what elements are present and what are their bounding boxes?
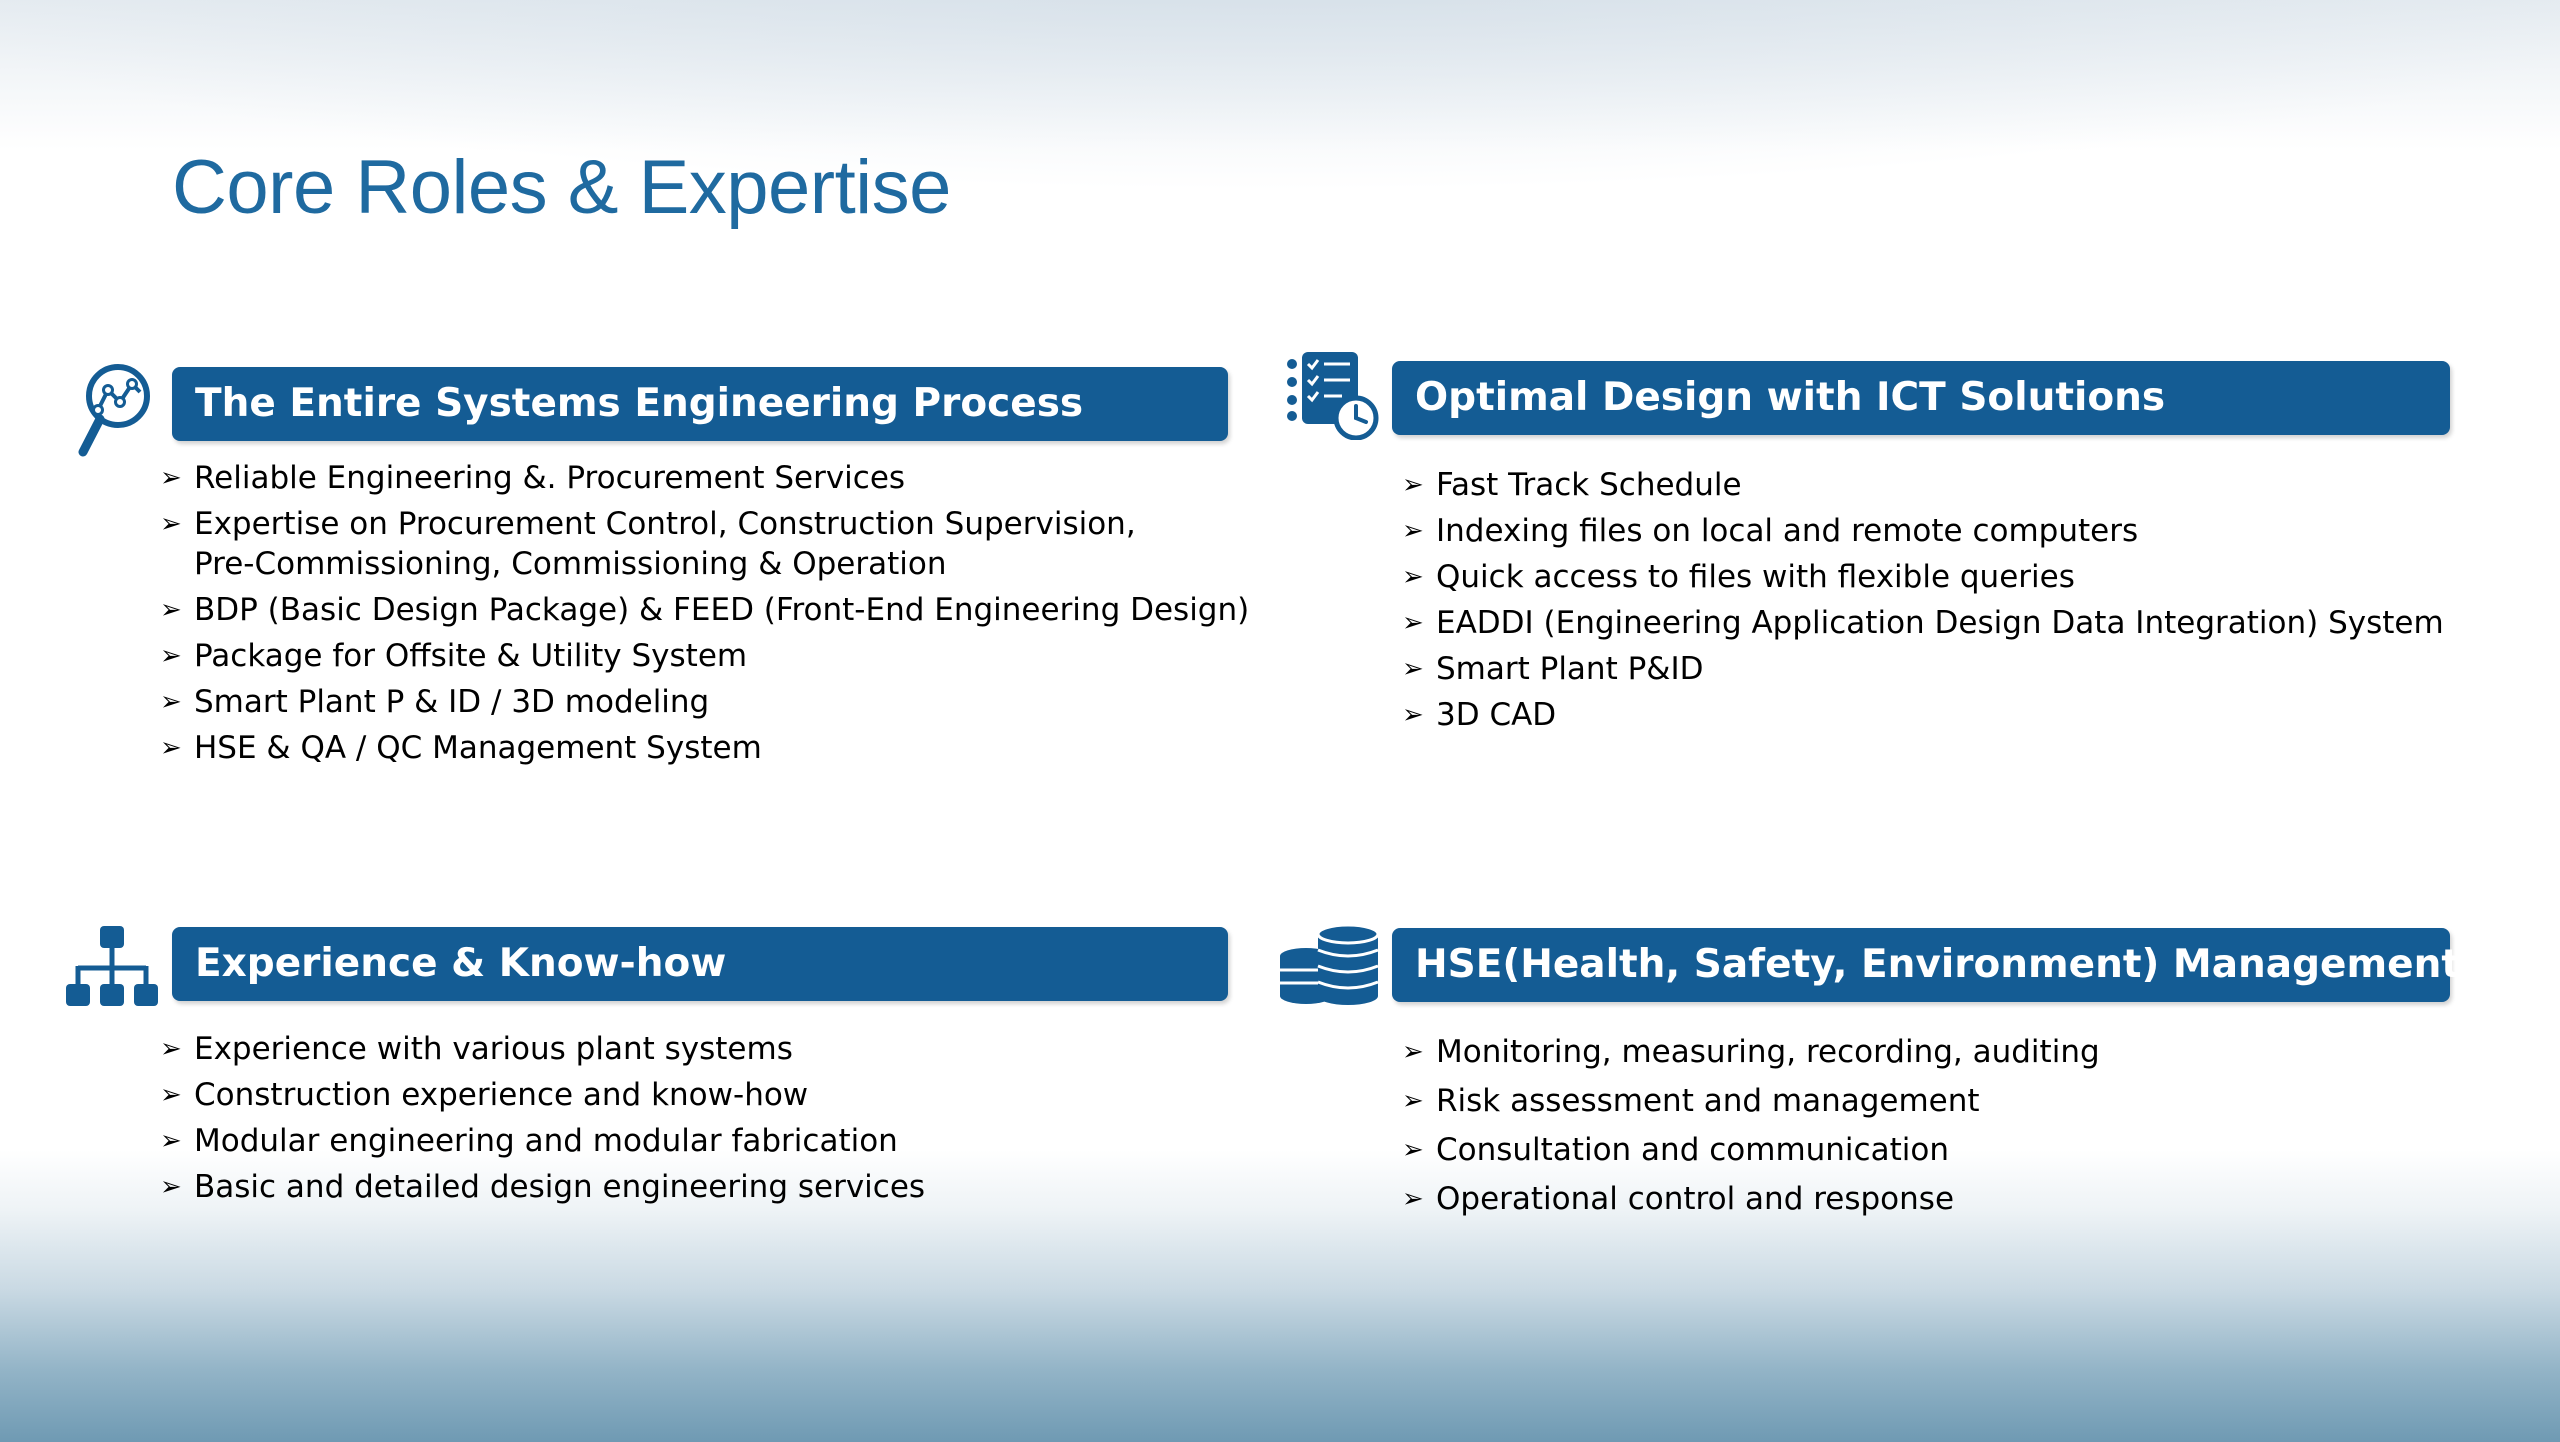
list-item-text: Smart Plant P&ID <box>1436 651 1704 687</box>
section-header <box>172 367 1228 441</box>
bullet-list <box>1402 1032 2100 1228</box>
section-header <box>172 927 1228 1001</box>
list-item-text: Basic and detailed design engineering services <box>194 1169 926 1205</box>
bullet-arrow-icon: ➢ <box>160 1172 182 1202</box>
list-item <box>160 1167 925 1213</box>
list-item <box>160 1029 925 1075</box>
section-header-label: The Entire Systems Engineering Process <box>195 381 1084 426</box>
list-item <box>1402 511 2444 557</box>
bullet-arrow-icon: ➢ <box>160 509 182 539</box>
bullet-list <box>160 1029 925 1213</box>
list-item <box>1402 1032 2100 1081</box>
list-item-text: BDP (Basic Design Package) & FEED (Front-End Engineering Design) <box>194 592 1250 628</box>
bullet-arrow-icon: ➢ <box>1402 1184 1424 1214</box>
list-item-text: Quick access to files with flexible queries <box>1436 559 2075 595</box>
list-item-text: Experience with various plant systems <box>194 1031 793 1067</box>
list-item-text: Construction experience and know-how <box>194 1077 809 1113</box>
bullet-arrow-icon: ➢ <box>160 1080 182 1110</box>
list-item <box>1402 1081 2100 1130</box>
bullet-arrow-icon: ➢ <box>1402 562 1424 592</box>
bullet-arrow-icon: ➢ <box>160 463 182 493</box>
list-item-text: Indexing files on local and remote computers <box>1436 513 2139 549</box>
list-item-text: Pre-Commissioning, Commissioning & Operation <box>194 546 947 582</box>
slide-title: Core Roles & Expertise <box>172 145 951 230</box>
list-item <box>1402 695 2444 741</box>
bullet-arrow-icon: ➢ <box>160 733 182 763</box>
list-item <box>1402 649 2444 695</box>
section-header-label: Optimal Design with ICT Solutions <box>1415 375 2166 420</box>
list-item <box>1402 603 2444 649</box>
bullet-arrow-icon: ➢ <box>1402 700 1424 730</box>
list-item <box>1402 465 2444 511</box>
list-item <box>160 1075 925 1121</box>
bullet-arrow-icon: ➢ <box>1402 654 1424 684</box>
bullet-arrow-icon: ➢ <box>160 641 182 671</box>
bullet-arrow-icon: ➢ <box>1402 470 1424 500</box>
list-item-continuation <box>160 544 1249 590</box>
list-item <box>160 682 1249 728</box>
bullet-list <box>160 458 1249 774</box>
list-item <box>160 504 1249 544</box>
list-item <box>160 728 1249 774</box>
list-item-text: Risk assessment and management <box>1436 1083 1980 1119</box>
list-item <box>160 636 1249 682</box>
list-item-text: Monitoring, measuring, recording, auditing <box>1436 1034 2100 1070</box>
bullet-arrow-icon: ➢ <box>1402 1135 1424 1165</box>
checklist-clock-icon <box>1284 350 1380 440</box>
list-item-text: Consultation and communication <box>1436 1132 1949 1168</box>
bullet-arrow-icon: ➢ <box>160 1126 182 1156</box>
list-item <box>160 590 1249 636</box>
bullet-arrow-icon: ➢ <box>160 595 182 625</box>
list-item-text: Package for Offsite & Utility System <box>194 638 748 674</box>
list-item <box>160 458 1249 504</box>
section-header <box>1392 928 2460 1002</box>
list-item-text: Expertise on Procurement Control, Construction Supervision, <box>194 506 1136 542</box>
list-item-text: EADDI (Engineering Application Design Data Integration) System <box>1436 605 2444 641</box>
list-item-text: Operational control and response <box>1436 1181 1955 1217</box>
list-item <box>1402 557 2444 603</box>
bullet-arrow-icon: ➢ <box>160 687 182 717</box>
list-item <box>1402 1130 2100 1179</box>
database-stack-icon <box>1278 922 1382 1010</box>
list-item <box>160 1121 925 1167</box>
bullet-arrow-icon: ➢ <box>1402 608 1424 638</box>
bullet-arrow-icon: ➢ <box>1402 516 1424 546</box>
section-header <box>1392 361 2450 435</box>
org-hierarchy-icon <box>66 924 158 1008</box>
list-item-text: Modular engineering and modular fabrication <box>194 1123 898 1159</box>
list-item-text: 3D CAD <box>1436 697 1557 733</box>
list-item-text: Fast Track Schedule <box>1436 467 1742 503</box>
analytics-magnifier-icon <box>76 362 160 458</box>
section-header-label: Experience & Know-how <box>195 941 727 986</box>
section-header-label: HSE(Health, Safety, Environment) Management <box>1415 942 2460 987</box>
bullet-arrow-icon: ➢ <box>1402 1037 1424 1067</box>
list-item-text: HSE & QA / QC Management System <box>194 730 762 766</box>
list-item-text: Reliable Engineering &. Procurement Services <box>194 460 906 496</box>
list-item <box>1402 1179 2100 1228</box>
bullet-arrow-icon: ➢ <box>1402 1086 1424 1116</box>
bullet-list <box>1402 465 2444 741</box>
bullet-arrow-icon: ➢ <box>160 1034 182 1064</box>
list-item-text: Smart Plant P & ID / 3D modeling <box>194 684 710 720</box>
